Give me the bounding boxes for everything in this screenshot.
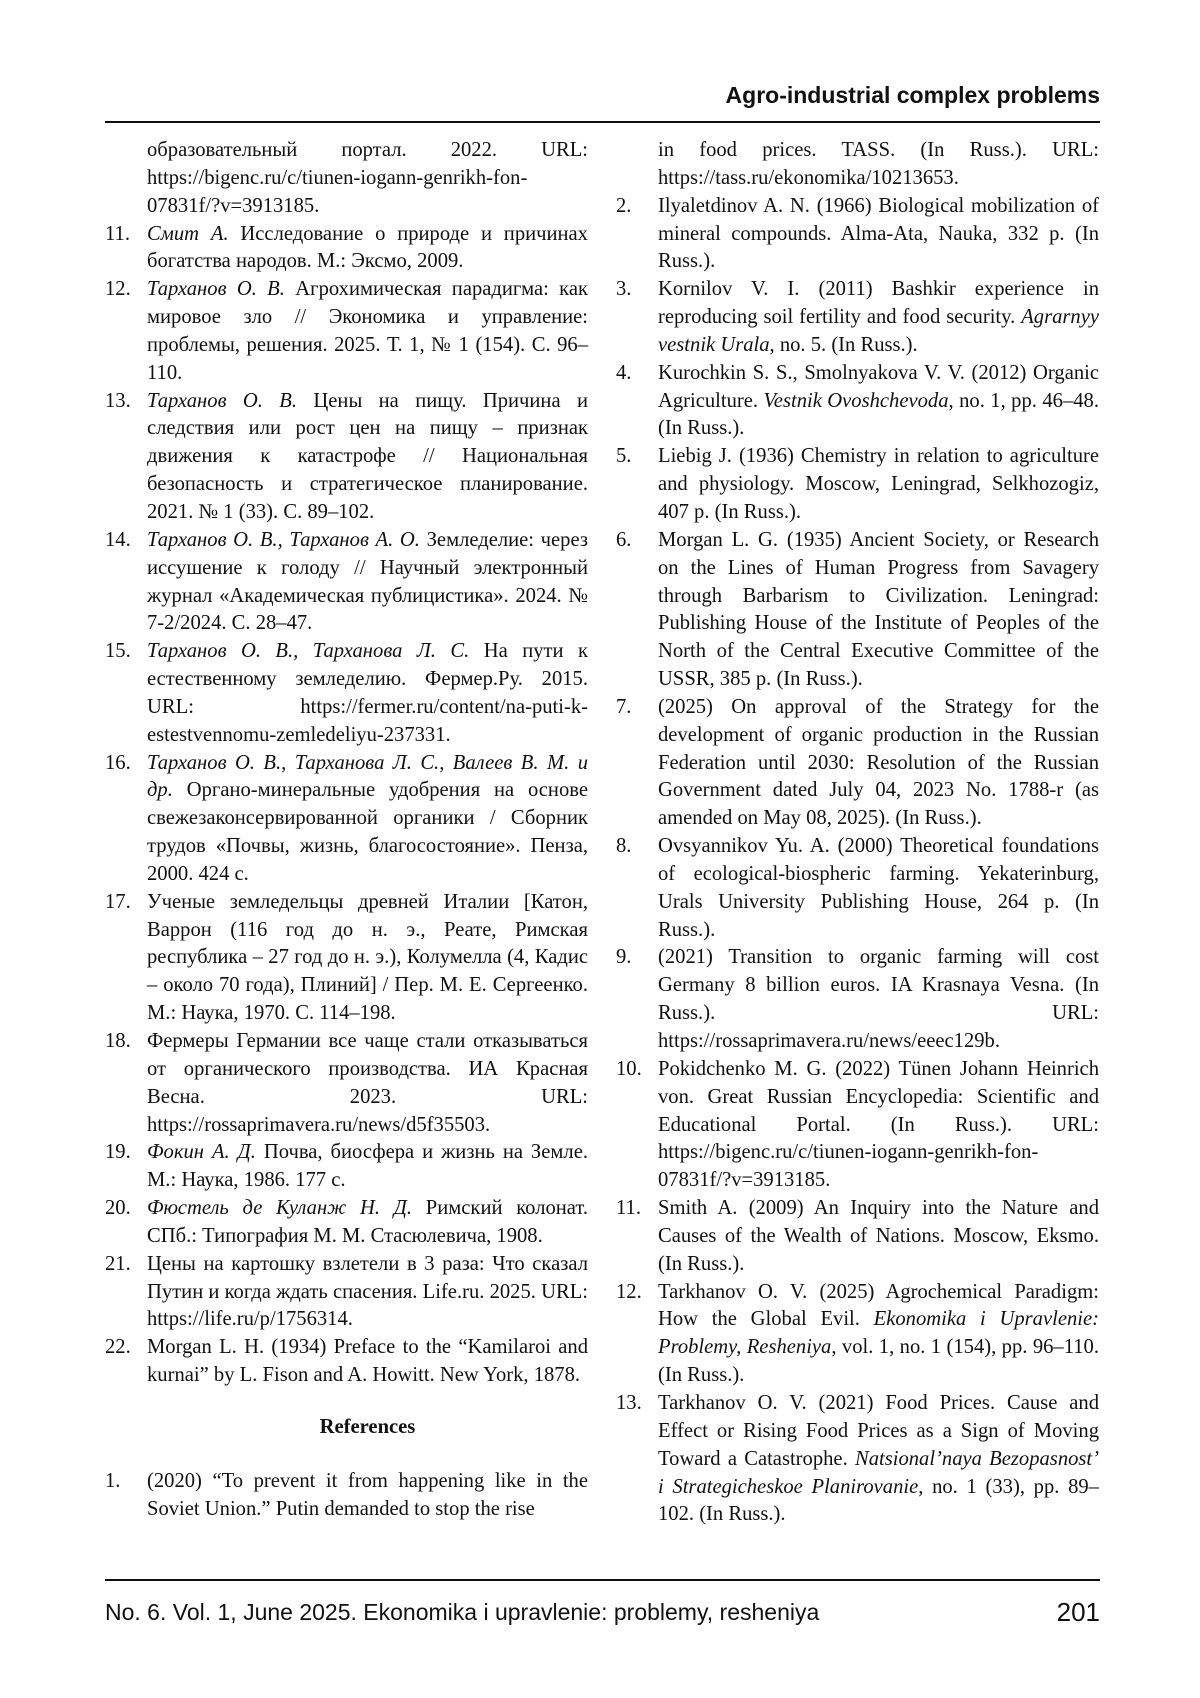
reference-item: 9. (2021) Transition to organic farming will cost Germany 8 billion euros. IA Krasnaya Vesna. (In Russ.). URL: https://rossaprimavera.ru/news/eeec129b.	[616, 944, 1099, 1055]
running-header: Agro-industrial complex problems	[726, 82, 1100, 109]
page-number: 201	[1057, 1597, 1100, 1628]
reference-item: 20. Фюстель де Куланж Н. Д. Римский колонат. СПб.: Типография М. М. Стасюлевича, 1908.	[105, 1195, 588, 1251]
reference-item: 18. Фермеры Германии все чаще стали отказываться от органического производства. ИА Красная Весна. 2023. URL: https://rossaprimavera.ru/news/d5f35503.	[105, 1028, 588, 1139]
header-rule	[105, 121, 1100, 123]
footer-rule	[105, 1579, 1100, 1581]
right-column	[616, 137, 1099, 1529]
reference-item: 12. Тарханов О. В. Агрохимическая парадигма: как мировое зло // Экономика и управление: проблемы, решения. 2025. Т. 1, № 1 (154). С. 96–110.	[105, 276, 588, 387]
reference-item: 11. Смит А. Исследование о природе и причинах богатства народов. М.: Эксмо, 2009.	[105, 221, 588, 277]
reference-item: 8. Ovsyannikov Yu. A. (2000) Theoretical foundations of ecological-biospheric farming. Yekaterinburg, Urals University Publishing House, 264 p. (In Russ.).	[616, 833, 1099, 944]
reference-item: 16. Тарханов О. В., Тарханова Л. С., Валеев В. М. и др. Органо-минеральные удобрения на основе свежезаконсервированной органики / Сборник трудов «Почвы, жизнь, благосостояние». Пенза, 2000. 424 с.	[105, 750, 588, 889]
reference-item: 4. Kurochkin S. S., Smolnyakova V. V. (2012) Organic Agriculture. Vestnik Ovoshchevoda, no. 1, pp. 46–48. (In Russ.).	[616, 360, 1099, 444]
reference-item: 12. Tarkhanov O. V. (2025) Agrochemical Paradigm: How the Global Evil. Ekonomika i Upravlenie: Problemy, Resheniya, vol. 1, no. 1 (154), pp. 96–110. (In Russ.).	[616, 1279, 1099, 1390]
reference-item: 11. Smith A. (2009) An Inquiry into the Nature and Causes of the Wealth of Nations. Moscow, Eksmo. (In Russ.).	[616, 1195, 1099, 1279]
reference-item: 3. Kornilov V. I. (2011) Bashkir experience in reproducing soil fertility and food security. Agrarnyy vestnik Urala, no. 5. (In Russ.).	[616, 276, 1099, 360]
reference-item: in food prices. TASS. (In Russ.). URL: https://tass.ru/ekonomika/10213653.	[616, 137, 1099, 193]
reference-item: 14. Тарханов О. В., Тарханов А. О. Земледелие: через иссушение к голоду // Научный электронный журнал «Академическая публицистика». 2024. № 7-2/2024. С. 28–47.	[105, 527, 588, 638]
reference-item: 2. Ilyaletdinov A. N. (1966) Biological mobilization of mineral compounds. Alma-Ata, Nauka, 332 p. (In Russ.).	[616, 193, 1099, 277]
reference-item: 7. (2025) On approval of the Strategy for the development of organic production in the Russian Federation until 2030: Resolution of the Russian Government dated July 04, 2023 No. 1788-r (as amended on May 08, 2025). (In Russ.).	[616, 694, 1099, 833]
references-heading: References	[105, 1414, 588, 1442]
left-column	[105, 137, 588, 1524]
reference-item: 17. Ученые земледельцы древней Италии [Катон, Варрон (116 год до н. э., Реате, Римская республика – 27 год до н. э.), Колумелла (4, Кадис – около 70 года), Плиний] / Пер. М. Е. Сергеенко. М.: Наука, 1970. С. 114–198.	[105, 889, 588, 1028]
reference-item: 19. Фокин А. Д. Почва, биосфера и жизнь на Земле. М.: Наука, 1986. 177 с.	[105, 1139, 588, 1195]
reference-item: 13. Тарханов О. В. Цены на пищу. Причина и следствия или рост цен на пищу – признак движения к катастрофе // Национальная безопасность и стратегическое планирование. 2021. № 1 (33). С. 89–102.	[105, 388, 588, 527]
reference-item: 6. Morgan L. G. (1935) Ancient Society, or Research on the Lines of Human Progress from Savagery through Barbarism to Civilization. Leningrad: Publishing House of the Institute of Peoples of the North of the Central Executive Committee of the USSR, 385 p. (In Russ.).	[616, 527, 1099, 694]
footer-journal: No. 6. Vol. 1, June 2025. Ekonomika i upravlenie: problemy, resheniya	[105, 1599, 819, 1626]
reference-item: образовательный портал. 2022. URL: https://bigenc.ru/c/tiunen-iogann-genrikh-fon-07831f/?v=3913185.	[105, 137, 588, 221]
reference-item: 22. Morgan L. H. (1934) Preface to the “Kamilaroi and kurnai” by L. Fison and A. Howitt. New York, 1878.	[105, 1334, 588, 1390]
reference-item: 10. Pokidchenko M. G. (2022) Tünen Johann Heinrich von. Great Russian Encyclopedia: Scientific and Educational Portal. (In Russ.). URL: https://bigenc.ru/c/tiunen-iogann-genrikh-fon-07831f/?v=3913185.	[616, 1056, 1099, 1195]
reference-item: 15. Тарханов О. В., Тарханова Л. С. На пути к естественному земледелию. Фермер.Ру. 2015. URL: https://fermer.ru/content/na-puti-k-estestvennomu-zemledeliyu-237331.	[105, 638, 588, 749]
reference-item: 21. Цены на картошку взлетели в 3 раза: Что сказал Путин и когда ждать спасения. Life.ru. 2025. URL: https://life.ru/p/1756314.	[105, 1251, 588, 1335]
reference-item: 5. Liebig J. (1936) Chemistry in relation to agriculture and physiology. Moscow, Leningrad, Selkhozogiz, 407 p. (In Russ.).	[616, 443, 1099, 527]
reference-item: 13. Tarkhanov O. V. (2021) Food Prices. Cause and Effect or Rising Food Prices as a Sign of Moving Toward a Catastrophe. Natsional’naya Bezopasnost’ i Strategicheskoe Planirovanie, no. 1 (33), pp. 89–102. (In Russ.).	[616, 1390, 1099, 1529]
reference-item: 1. (2020) “To prevent it from happening like in the Soviet Union.” Putin demanded to stop the rise	[105, 1468, 588, 1524]
